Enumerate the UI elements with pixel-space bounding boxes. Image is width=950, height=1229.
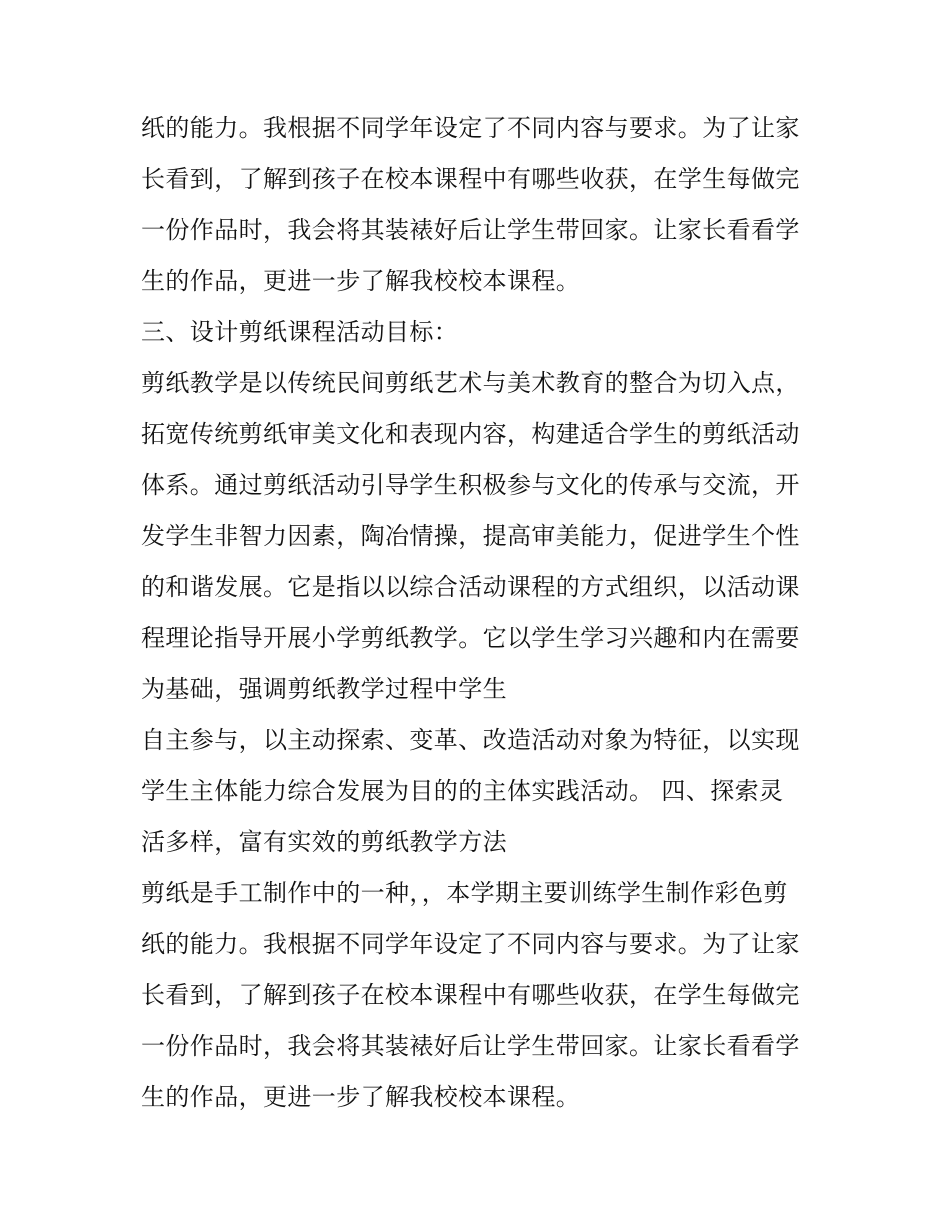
text-line: 发学生非智力因素，陶冶情操，提高审美能力，促进学生个性: [141, 522, 800, 550]
text-line: 剪纸教学是以传统民间剪纸艺术与美术教育的整合为切入点，: [141, 369, 800, 397]
text-line: 体系。通过剪纸活动引导学生积极参与文化的传承与交流，开: [141, 471, 800, 499]
text-line: 长看到，了解到孩子在校本课程中有哪些收获，在学生每做完: [141, 165, 800, 193]
text-line: 活多样，富有实效的剪纸教学方法: [141, 828, 507, 856]
text-line: 纸的能力。我根据不同学年设定了不同内容与要求。为了让家: [141, 114, 800, 142]
text-line: 为基础，强调剪纸教学过程中学生: [141, 675, 507, 703]
text-line: 程理论指导开展小学剪纸教学。它以学生学习兴趣和内在需要: [141, 624, 800, 652]
section-heading: 三、设计剪纸课程活动目标：: [141, 318, 459, 346]
text-line: 生的作品，更进一步了解我校校本课程。: [141, 267, 581, 295]
text-line: 长看到，了解到孩子在校本课程中有哪些收获，在学生每做完: [141, 981, 800, 1009]
text-line: 纸的能力。我根据不同学年设定了不同内容与要求。为了让家: [141, 930, 800, 958]
text-line: 生的作品，更进一步了解我校校本课程。: [141, 1083, 581, 1111]
text-line: 一份作品时，我会将其装裱好后让学生带回家。让家长看看学: [141, 216, 800, 244]
text-line: 拓宽传统剪纸审美文化和表现内容，构建适合学生的剪纸活动: [141, 420, 800, 448]
text-line: 的和谐发展。它是指以以综合活动课程的方式组织，以活动课: [141, 573, 800, 601]
text-line: 自主参与，以主动探索、变革、改造活动对象为特征，以实现: [141, 726, 800, 754]
text-line: 剪纸是手工制作中的一种，，本学期主要训练学生制作彩色剪: [141, 879, 788, 907]
text-line: 一份作品时，我会将其装裱好后让学生带回家。让家长看看学: [141, 1032, 800, 1060]
text-line: 学生主体能力综合发展为目的的主体实践活动。 四、探索灵: [141, 777, 784, 805]
